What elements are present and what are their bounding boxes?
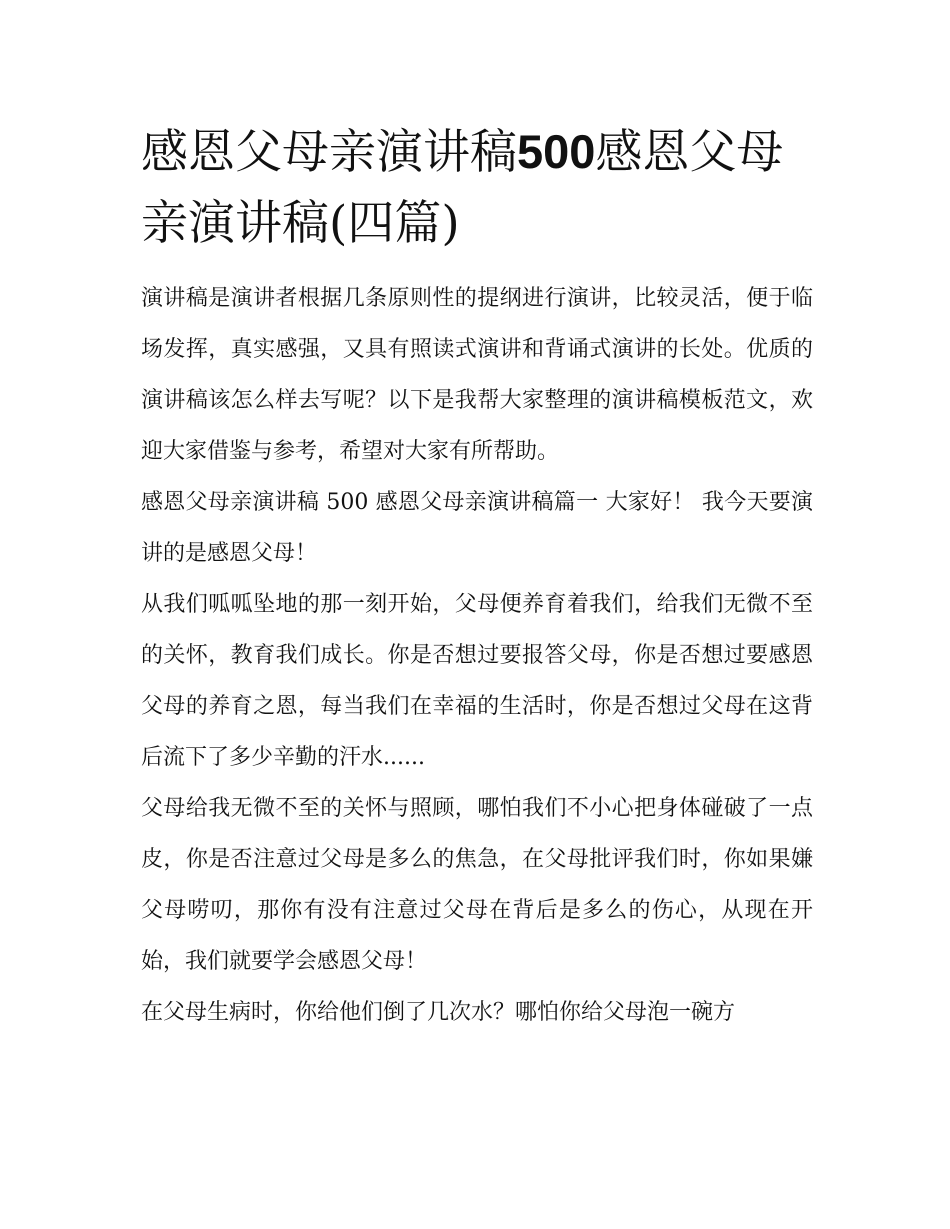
title-number: 500 xyxy=(517,125,596,178)
paragraph-body-2: 父母给我无微不至的关怀与照顾，哪怕我们不小心把身体碰破了一点皮，你是否注意过父母是多么的焦急，在父母批评我们时，你如果嫌父母唠叨，那你有没有注意过父母在背后是多么的伤心，从现在开始，我们就要学会感恩父母！ xyxy=(141,796,813,974)
paragraph-body-1: 从我们呱呱坠地的那一刻开始，父母便养育着我们，给我们无微不至的关怀，教育我们成长。你是否想过要报答父母，你是否想过要感恩父母的养育之恩，每当我们在幸福的生活时，你是否想过父母在这背后流下了多少辛勤的汗水...... xyxy=(141,592,813,770)
title-text-part2: 感恩父母亲演讲稿(四篇) xyxy=(141,125,784,251)
paragraph-intro: 演讲稿是演讲者根据几条原则性的提纲进行演讲，比较灵活，便于临场发挥，真实感强，又具有照读式演讲和背诵式演讲的长处。优质的演讲稿该怎么样去写呢？以下是我帮大家整理的演讲稿模板范文，欢迎大家借鉴与参考，希望对大家有所帮助。 xyxy=(141,286,813,464)
paragraph-body-3: 在父母生病时，你给他们倒了几次水？哪怕你给父母泡一碗方 xyxy=(141,1000,736,1025)
document-body xyxy=(141,116,813,1038)
title-text-part1: 感恩父母亲演讲稿 xyxy=(141,125,517,180)
paragraph-speech-heading: 感恩父母亲演讲稿 500 感恩父母亲演讲稿篇一 大家好！ 我今天要演讲的是感恩父母！ xyxy=(141,490,813,566)
document-title xyxy=(141,116,813,259)
